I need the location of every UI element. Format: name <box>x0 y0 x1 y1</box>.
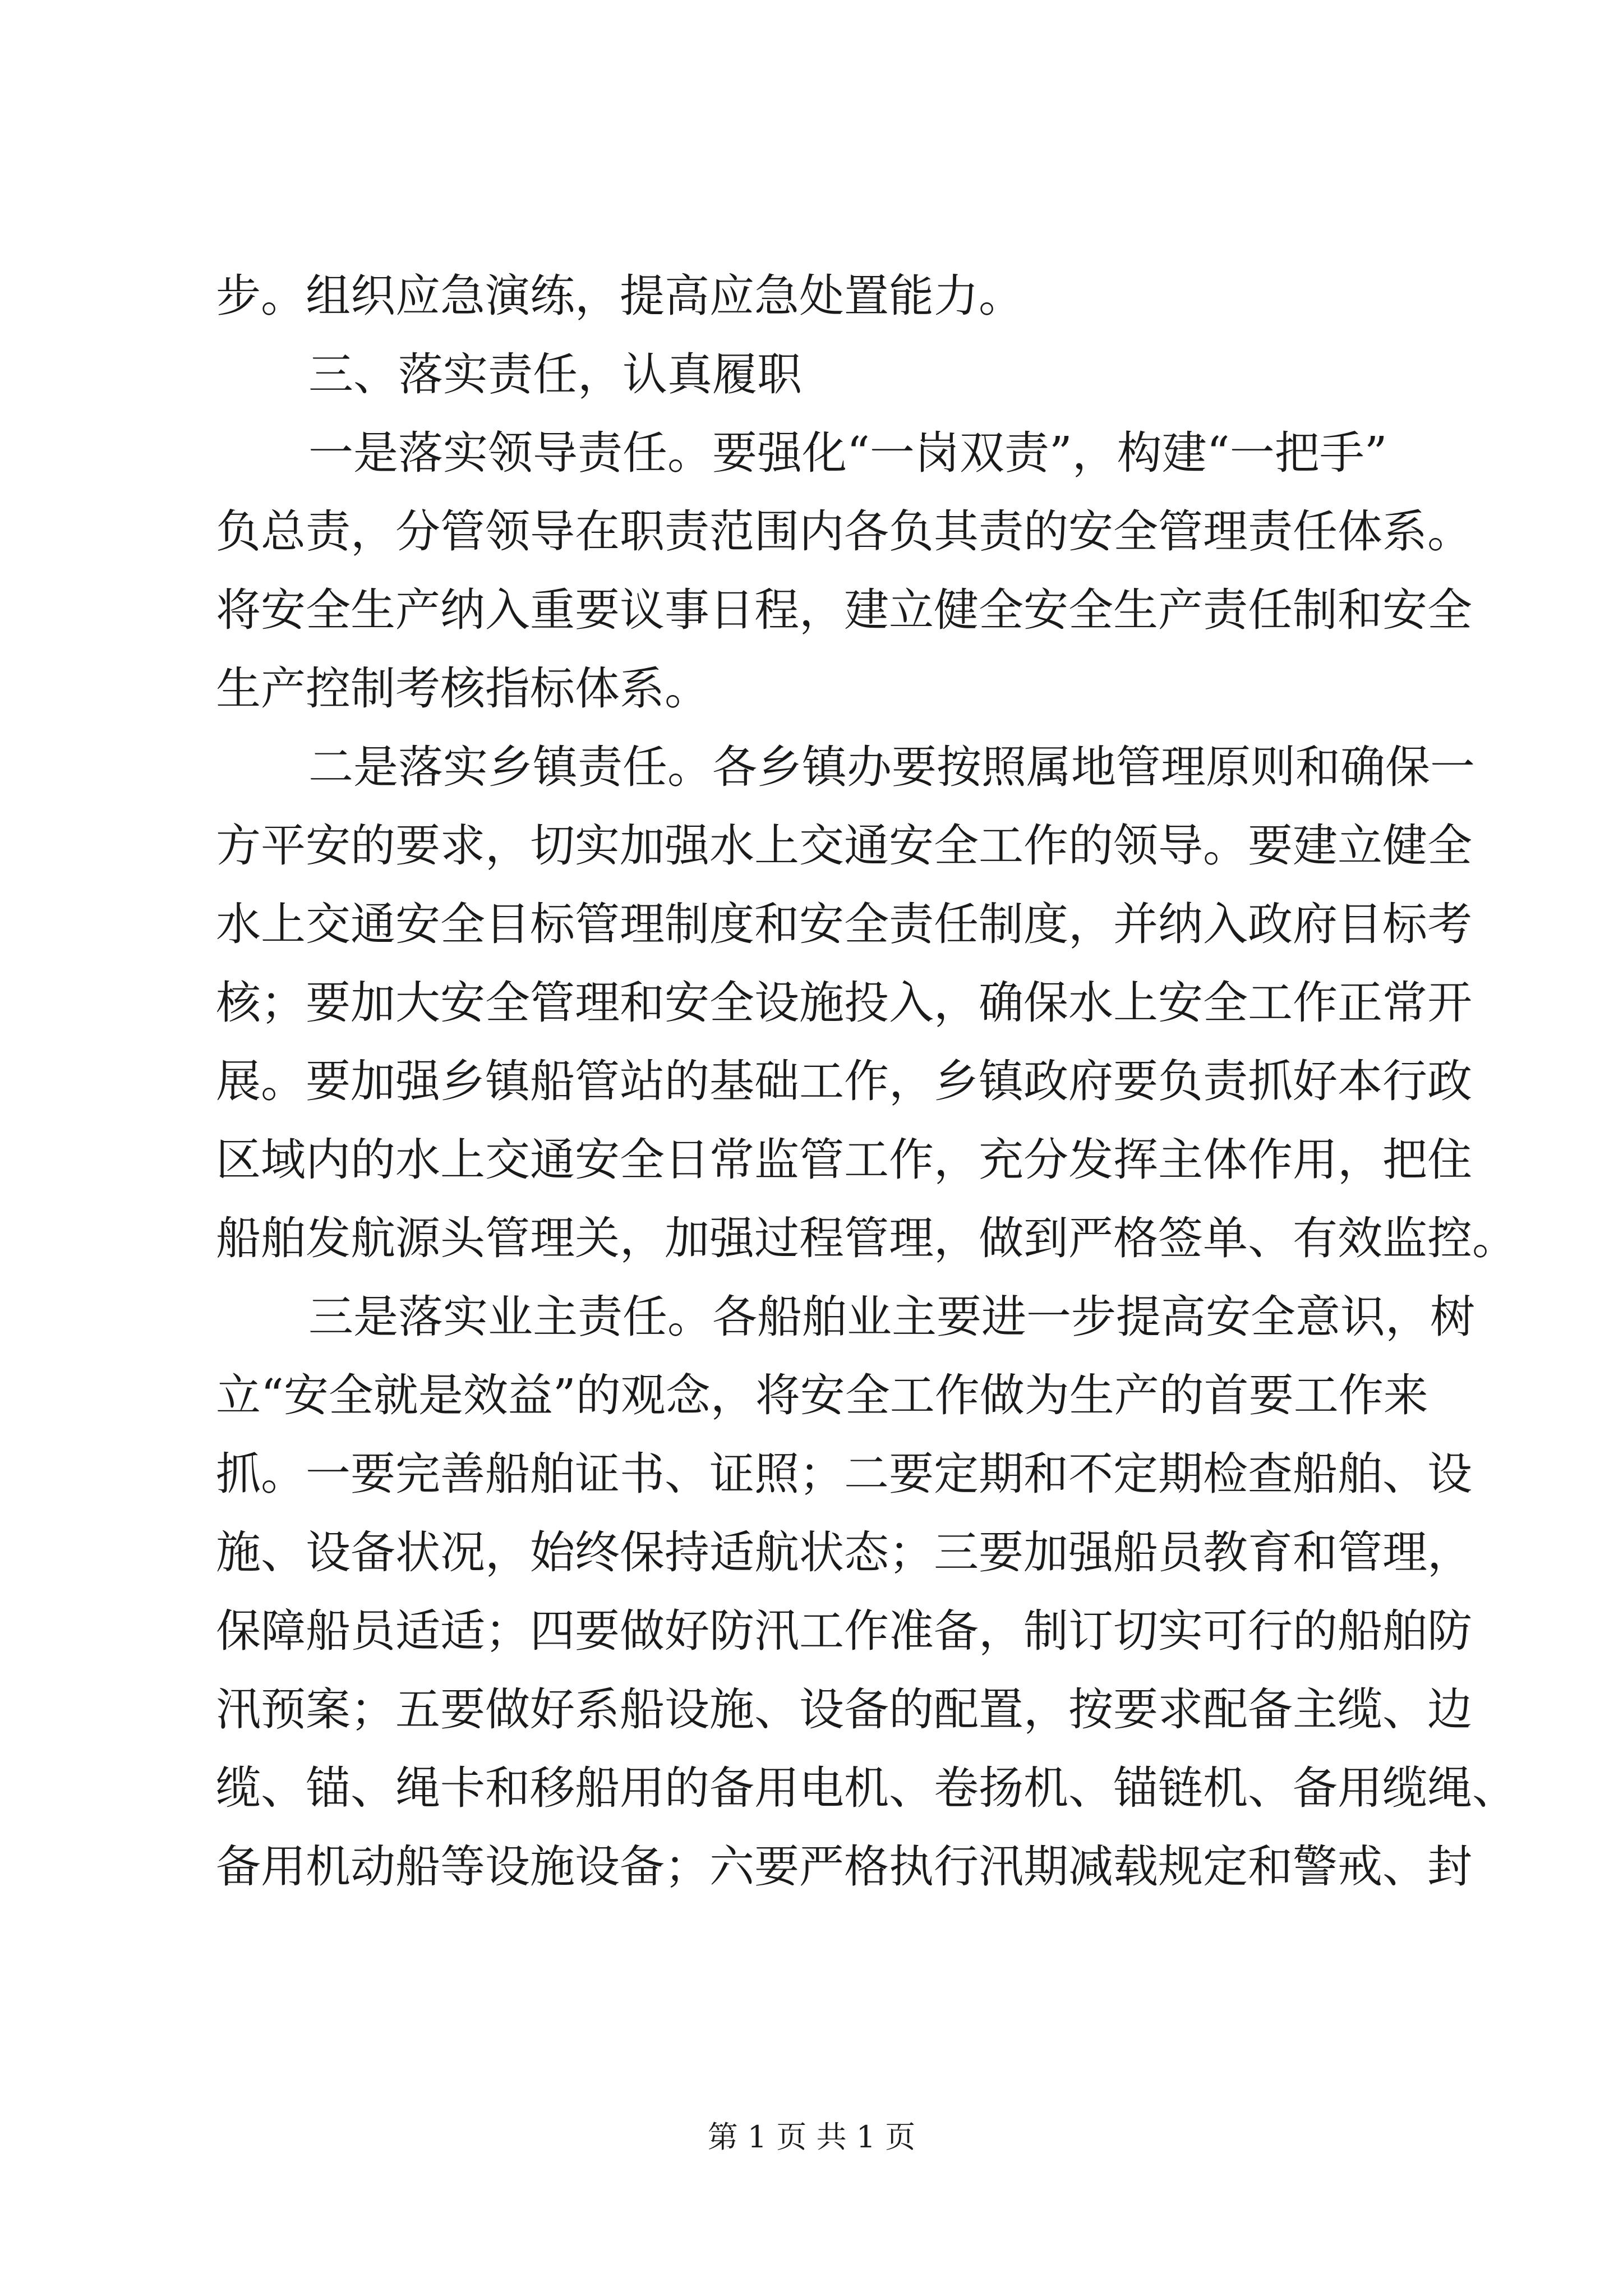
text-line: 展。要加强乡镇船管站的基础工作，乡镇政府要负责抓好本行政 <box>216 1055 1472 1107</box>
text-line: 核；要加大安全管理和安全设施投入，确保水上安全工作正常开 <box>216 977 1472 1029</box>
text-line: 一是落实领导责任。要强化“一岗双责”，构建“一把手” <box>308 427 1387 479</box>
text-line: 区域内的水上交通安全日常监管工作，充分发挥主体作用，把住 <box>216 1134 1472 1186</box>
text-line: 汛预案；五要做好系船设施、设备的配置，按要求配备主缆、边 <box>216 1683 1472 1736</box>
text-line: 备用机动船等设施设备；六要严格执行汛期减载规定和警戒、封 <box>216 1841 1472 1893</box>
text-line: 保障船员适适；四要做好防汛工作准备，制订切实可行的船舶防 <box>216 1605 1472 1657</box>
text-line: 步。组织应急演练，提高应急处置能力。 <box>216 270 1023 322</box>
text-line: 缆、锚、绳卡和移船用的备用电机、卷扬机、锚链机、备用缆绳、 <box>216 1762 1517 1814</box>
text-line: 生产控制考核指标体系。 <box>216 662 709 715</box>
document-body <box>216 257 1517 1906</box>
text-line: 二是落实乡镇责任。各乡镇办要按照属地管理原则和确保一 <box>308 741 1475 793</box>
text-line: 负总责，分管领导在职责范围内各负其责的安全管理责任体系。 <box>216 505 1472 558</box>
text-line: 立“安全就是效益”的观念，将安全工作做为生产的首要工作来 <box>216 1369 1428 1421</box>
text-line: 方平安的要求，切实加强水上交通安全工作的领导。要建立健全 <box>216 820 1472 872</box>
text-line: 将安全生产纳入重要议事日程，建立健全安全生产责任制和安全 <box>216 584 1472 636</box>
text-line: 水上交通安全目标管理制度和安全责任制度，并纳入政府目标考 <box>216 898 1472 950</box>
text-line: 三是落实业主责任。各船舶业主要进一步提高安全意识，树 <box>308 1291 1475 1343</box>
page-footer: 第 1 页 共 1 页 <box>707 2119 916 2155</box>
text-line: 船舶发航源头管理关，加强过程管理，做到严格签单、有效监控。 <box>216 1212 1517 1264</box>
section-heading: 三、落实责任，认真履职 <box>308 348 802 401</box>
text-line: 施、设备状况，始终保持适航状态；三要加强船员教育和管理， <box>216 1526 1472 1579</box>
text-line: 抓。一要完善船舶证书、证照；二要定期和不定期检查船舶、设 <box>216 1448 1472 1500</box>
